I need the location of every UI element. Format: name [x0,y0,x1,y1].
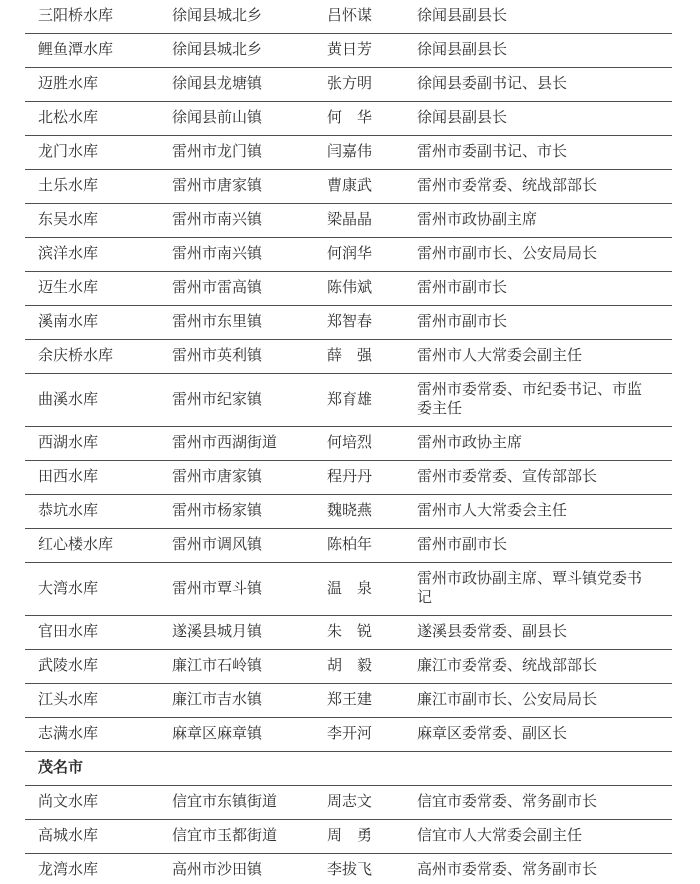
location-cell: 徐闻县前山镇 [172,102,327,136]
location-cell: 雷州市纪家镇 [172,374,327,427]
person-name-cell: 陈伟斌 [327,272,417,306]
reservoir-name-cell: 恭坑水库 [25,495,172,529]
position-title-cell: 雷州市人大常委会副主任 [417,340,672,374]
position-title-cell: 廉江市副市长、公安局局长 [417,684,672,718]
position-title-cell: 雷州市委副书记、市长 [417,136,672,170]
table-row [25,102,672,136]
person-name-cell: 魏晓燕 [327,495,417,529]
position-title-cell: 雷州市副市长 [417,272,672,306]
section-header-label: 茂名市 [25,752,672,786]
position-title-cell: 雷州市政协副主席 [417,204,672,238]
table-row [25,427,672,461]
reservoir-chiefs-table [25,0,672,884]
table-row [25,136,672,170]
reservoir-name-cell: 三阳桥水库 [25,0,172,34]
position-title-cell: 徐闻县副县长 [417,0,672,34]
reservoir-name-cell: 土乐水库 [25,170,172,204]
reservoir-name-cell: 志满水库 [25,718,172,752]
reservoir-name-cell: 溪南水库 [25,306,172,340]
position-title-cell: 雷州市副市长 [417,306,672,340]
table-row [25,170,672,204]
position-title-cell: 雷州市委常委、市纪委书记、市监委主任 [417,374,672,427]
table-row [25,820,672,854]
table-row [25,854,672,884]
person-name-cell: 周 勇 [327,820,417,854]
person-name-cell: 薛 强 [327,340,417,374]
table-row [25,0,672,34]
location-cell: 徐闻县龙塘镇 [172,68,327,102]
location-cell: 雷州市南兴镇 [172,238,327,272]
person-name-cell: 郑智春 [327,306,417,340]
person-name-cell: 张方明 [327,68,417,102]
person-name-cell: 郑育雄 [327,374,417,427]
location-cell: 雷州市覃斗镇 [172,563,327,616]
location-cell: 遂溪县城月镇 [172,616,327,650]
person-name-cell: 陈柏年 [327,529,417,563]
reservoir-name-cell: 曲溪水库 [25,374,172,427]
person-name-cell: 吕怀谋 [327,0,417,34]
position-title-cell: 雷州市副市长 [417,529,672,563]
position-title-cell: 徐闻县副县长 [417,34,672,68]
person-name-cell: 程丹丹 [327,461,417,495]
position-title-cell: 高州市委常委、常务副市长 [417,854,672,884]
reservoir-name-cell: 龙湾水库 [25,854,172,884]
table-row [25,340,672,374]
table-row [25,786,672,820]
table-row [25,272,672,306]
table-row [25,718,672,752]
reservoir-name-cell: 北松水库 [25,102,172,136]
reservoir-name-cell: 红心楼水库 [25,529,172,563]
table-row [25,204,672,238]
reservoir-name-cell: 官田水库 [25,616,172,650]
reservoir-name-cell: 迈生水库 [25,272,172,306]
person-name-cell: 朱 锐 [327,616,417,650]
location-cell: 雷州市南兴镇 [172,204,327,238]
position-title-cell: 信宜市人大常委会副主任 [417,820,672,854]
position-title-cell: 信宜市委常委、常务副市长 [417,786,672,820]
reservoir-name-cell: 武陵水库 [25,650,172,684]
table-row [25,684,672,718]
location-cell: 徐闻县城北乡 [172,0,327,34]
table-row [25,563,672,616]
location-cell: 廉江市吉水镇 [172,684,327,718]
location-cell: 高州市沙田镇 [172,854,327,884]
position-title-cell: 麻章区委常委、副区长 [417,718,672,752]
location-cell: 雷州市东里镇 [172,306,327,340]
table-row [25,34,672,68]
reservoir-name-cell: 西湖水库 [25,427,172,461]
table-row [25,461,672,495]
location-cell: 雷州市唐家镇 [172,461,327,495]
table-row [25,306,672,340]
reservoir-name-cell: 滨洋水库 [25,238,172,272]
reservoir-name-cell: 高城水库 [25,820,172,854]
person-name-cell: 闫嘉伟 [327,136,417,170]
reservoir-name-cell: 龙门水库 [25,136,172,170]
reservoir-name-cell: 迈胜水库 [25,68,172,102]
table-body [25,0,672,884]
location-cell: 雷州市雷高镇 [172,272,327,306]
position-title-cell: 雷州市副市长、公安局局长 [417,238,672,272]
position-title-cell: 雷州市委常委、宣传部部长 [417,461,672,495]
person-name-cell: 郑王建 [327,684,417,718]
position-title-cell: 遂溪县委常委、副县长 [417,616,672,650]
person-name-cell: 李拔飞 [327,854,417,884]
table-row [25,495,672,529]
person-name-cell: 曹康武 [327,170,417,204]
table-row [25,650,672,684]
reservoir-name-cell: 东吴水库 [25,204,172,238]
reservoir-name-cell: 尚文水库 [25,786,172,820]
person-name-cell: 何 华 [327,102,417,136]
location-cell: 雷州市杨家镇 [172,495,327,529]
person-name-cell: 梁晶晶 [327,204,417,238]
table-row [25,616,672,650]
table-row [25,374,672,427]
position-title-cell: 雷州市政协主席 [417,427,672,461]
person-name-cell: 胡 毅 [327,650,417,684]
reservoir-name-cell: 江头水库 [25,684,172,718]
position-title-cell: 徐闻县副县长 [417,102,672,136]
reservoir-name-cell: 田西水库 [25,461,172,495]
position-title-cell: 徐闻县委副书记、县长 [417,68,672,102]
person-name-cell: 何润华 [327,238,417,272]
location-cell: 麻章区麻章镇 [172,718,327,752]
reservoir-name-cell: 大湾水库 [25,563,172,616]
person-name-cell: 李开河 [327,718,417,752]
reservoir-name-cell: 余庆桥水库 [25,340,172,374]
position-title-cell: 雷州市委常委、统战部部长 [417,170,672,204]
table-row [25,238,672,272]
location-cell: 信宜市东镇街道 [172,786,327,820]
position-title-cell: 雷州市人大常委会主任 [417,495,672,529]
location-cell: 雷州市西湖街道 [172,427,327,461]
location-cell: 廉江市石岭镇 [172,650,327,684]
person-name-cell: 温 泉 [327,563,417,616]
location-cell: 信宜市玉都街道 [172,820,327,854]
table-row [25,68,672,102]
position-title-cell: 廉江市委常委、统战部部长 [417,650,672,684]
table-row [25,529,672,563]
reservoir-name-cell: 鲤鱼潭水库 [25,34,172,68]
person-name-cell: 周志文 [327,786,417,820]
location-cell: 雷州市龙门镇 [172,136,327,170]
section-header-row [25,752,672,786]
location-cell: 徐闻县城北乡 [172,34,327,68]
position-title-cell: 雷州市政协副主席、覃斗镇党委书记 [417,563,672,616]
location-cell: 雷州市唐家镇 [172,170,327,204]
person-name-cell: 何培烈 [327,427,417,461]
location-cell: 雷州市调风镇 [172,529,327,563]
location-cell: 雷州市英利镇 [172,340,327,374]
person-name-cell: 黄日芳 [327,34,417,68]
